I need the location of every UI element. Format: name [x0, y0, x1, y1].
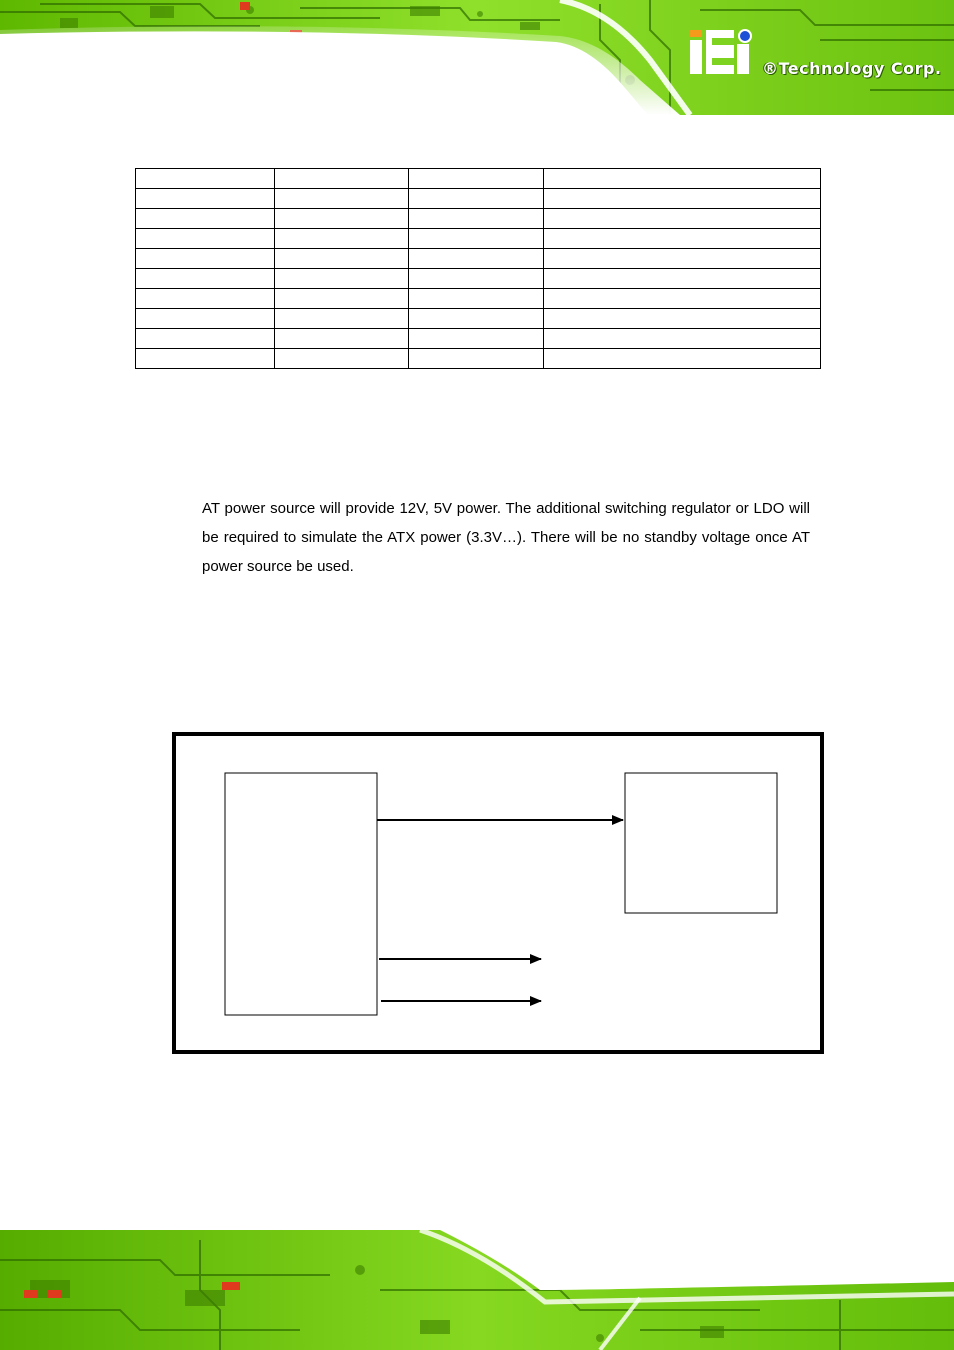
table-cell — [409, 309, 544, 329]
table-cell — [544, 189, 821, 209]
table-cell — [136, 289, 275, 309]
table-cell — [275, 169, 409, 189]
table-row — [136, 229, 821, 249]
table-cell — [275, 209, 409, 229]
table-row — [136, 349, 821, 369]
table-cell — [136, 349, 275, 369]
table-row — [136, 169, 821, 189]
table-row — [136, 289, 821, 309]
table-cell — [409, 269, 544, 289]
table-cell — [409, 209, 544, 229]
spec-table — [135, 168, 821, 369]
table-cell — [409, 289, 544, 309]
table-cell — [544, 269, 821, 289]
table-cell — [544, 349, 821, 369]
table-cell — [544, 309, 821, 329]
table-cell — [136, 209, 275, 229]
table-cell — [544, 329, 821, 349]
table-cell — [136, 269, 275, 289]
table-cell — [275, 229, 409, 249]
header-banner — [0, 0, 954, 115]
table-row — [136, 309, 821, 329]
table-cell — [409, 229, 544, 249]
table-cell — [275, 189, 409, 209]
table-cell — [275, 269, 409, 289]
table-cell — [544, 229, 821, 249]
table-cell — [275, 329, 409, 349]
table-cell — [409, 249, 544, 269]
table-cell — [544, 249, 821, 269]
table-row — [136, 249, 821, 269]
table-cell — [544, 209, 821, 229]
body-paragraph: AT power source will provide 12V, 5V power. The additional switching regulator or LDO will be required to simulate the ATX power (3.3V…). There will be no standby voltage once AT power source be used. — [202, 500, 810, 575]
target-block — [625, 773, 777, 913]
table-cell — [136, 329, 275, 349]
table-cell — [136, 169, 275, 189]
iei-logo-icon — [690, 30, 751, 74]
table-cell — [136, 189, 275, 209]
table-row — [136, 209, 821, 229]
table-cell — [275, 349, 409, 369]
table-row — [136, 189, 821, 209]
brand-name: ®Technology Corp. — [762, 59, 942, 78]
table-cell — [409, 189, 544, 209]
table-cell — [136, 309, 275, 329]
table-cell — [409, 349, 544, 369]
table-row — [136, 329, 821, 349]
table-cell — [409, 169, 544, 189]
table-cell — [275, 249, 409, 269]
table-cell — [275, 309, 409, 329]
block-diagram — [172, 732, 824, 1054]
footer-banner — [0, 1230, 954, 1350]
source-block — [225, 773, 377, 1015]
table-cell — [275, 289, 409, 309]
table-cell — [136, 229, 275, 249]
table-row — [136, 269, 821, 289]
table-cell — [544, 169, 821, 189]
table-cell — [136, 249, 275, 269]
table-cell — [544, 289, 821, 309]
table-cell — [409, 329, 544, 349]
